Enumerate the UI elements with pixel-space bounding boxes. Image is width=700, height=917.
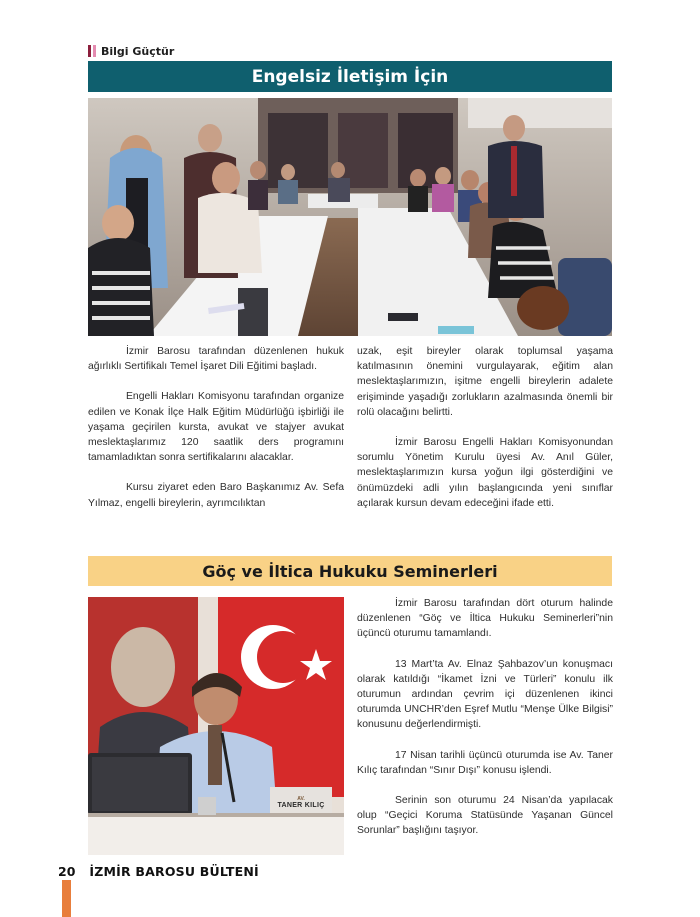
section-tag-bars <box>88 45 96 57</box>
article2-title: Göç ve İltica Hukuku Seminerleri <box>202 561 498 581</box>
publication-title: İZMİR BAROSU BÜLTENİ <box>89 864 259 879</box>
article1-title: Engelsiz İletişim İçin <box>251 66 449 87</box>
article1-paragraph: Engelli Hakları Komisyonu tarafından organize edilen ve Konak İlçe Halk Eğitim Müdürlüğü işbirliği ile yaşama geçirilen kursta, avukat ve stajyer avukat meslektaşlarımız 120 saatlik ders programını tamamladıktan sonra sertifikalarını alacaklar. <box>88 391 344 464</box>
article2-photo <box>88 597 344 855</box>
classroom-photo <box>88 98 612 336</box>
article1-paragraph: İzmir Barosu tarafından düzenlenen hukuk ağırlıklı Sertifikalı Temel İşaret Dili Eğitimi başladı. <box>88 346 344 373</box>
article2-title-banner <box>88 556 612 586</box>
tag-bar-dark <box>88 45 91 57</box>
article2-paragraph: İzmir Barosu tarafından dört oturum halinde düzenlenen “Göç ve İltica Hukuku Seminerleri”nin üçüncü oturumu tamamlandı. <box>357 598 613 640</box>
section-tag <box>88 44 174 58</box>
nameplate <box>272 789 330 815</box>
article1-paragraph: İzmir Barosu Engelli Hakları Komisyonundan sorumlu Yönetim Kurulu üyesi Av. Anıl Güler, meslektaşlarımızın kursa yoğun ilgi gösterdiğini ve önümüzdeki adli yılın başlangıcında yeni sınıflar açılarak kursun devam edeceğini ifade etti. <box>357 437 613 509</box>
article1-paragraph: Kursu ziyaret eden Baro Başkanımız Av. Sefa Yılmaz, engelli bireylerin, ayrımcılıktan <box>88 482 344 509</box>
section-label: Bilgi Güçtür <box>101 44 175 58</box>
page-footer <box>58 864 259 879</box>
nameplate-title: AV. <box>297 795 305 802</box>
article1-column-1 <box>88 344 344 526</box>
article1-photo <box>88 98 612 336</box>
nameplate-name: TANER KILIÇ <box>277 801 325 809</box>
seminar-photo <box>88 597 344 855</box>
footer-accent-bar <box>62 880 71 917</box>
page-number: 20 <box>58 864 76 879</box>
article2-paragraph: 17 Nisan tarihli üçüncü oturumda ise Av. Taner Kılıç tarafından “Sınır Dışı” konusu işlendi. <box>357 749 613 776</box>
article2-column <box>357 596 613 854</box>
article2-paragraph: 13 Mart’ta Av. Elnaz Şahbazov’un konuşmacı olarak katıldığı “İkamet İzni ve Türleri” konulu ilk oturumun ardından çevrim içi düzenlenen ikinci oturumda UNCHR’den Eşref Mutlu “Menşe Ülke Bilgisi” konusunu değerlendirmişti. <box>357 658 613 731</box>
article2-paragraph: Serinin son oturumu 24 Nisan’da yapılacak olup “Geçici Koruma Statüsünde Yaşanan Güncel Sorunlar” başlığını taşıyor. <box>357 795 613 837</box>
article1-paragraph-continued: uzak, eşit bireyler olarak toplumsal yaşama katılmasının önemini vurgulayarak, eğitim alan meslektaşlarımızın, işitme engelli bireylerin adalete erişiminde yaşadığı zorlukların azalmasında önemli bir rolü olacağını belirtti. <box>357 346 613 418</box>
article1-column-2 <box>357 344 613 526</box>
article1-title-banner <box>88 61 612 92</box>
tag-bar-light <box>93 45 96 57</box>
